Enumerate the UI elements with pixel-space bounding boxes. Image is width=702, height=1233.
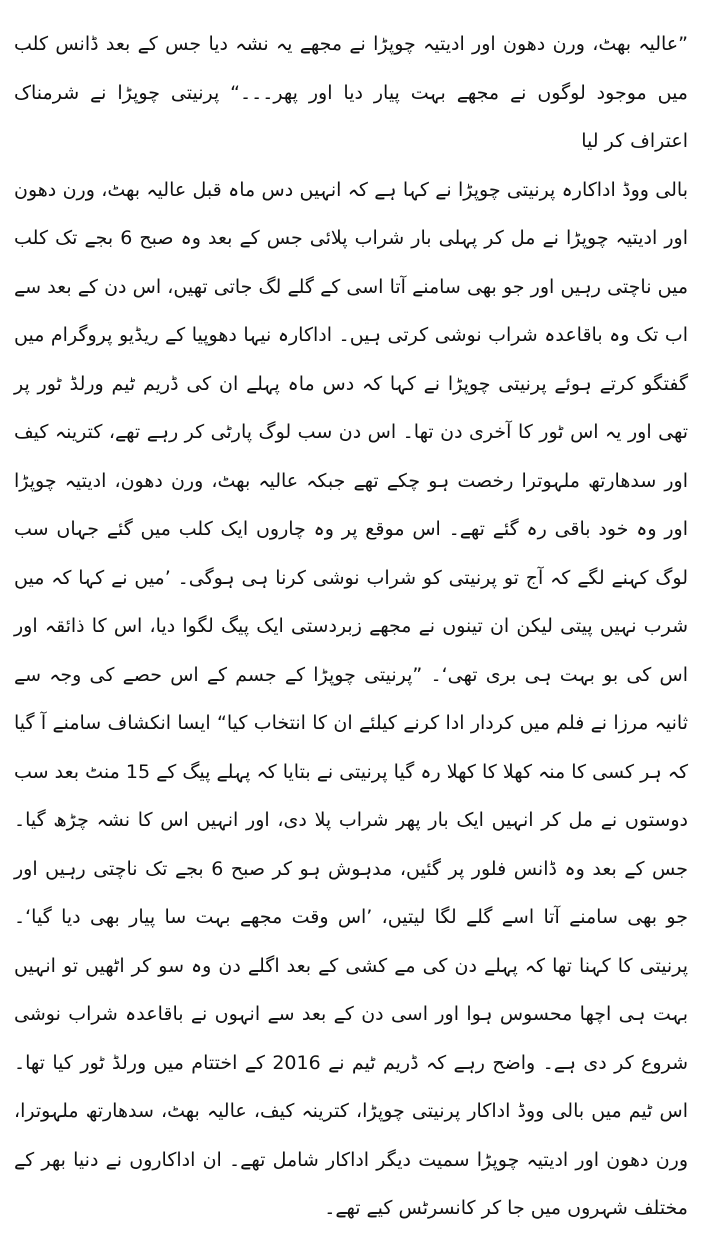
article-headline: ”عالیہ بھٹ، ورن دھون اور ادیتیہ چوپڑا نے مجھے یہ نشہ دیا جس کے بعد ڈانس کلب میں موجود لوگوں نے مجھے بہت پیار دیا اور پھر۔۔۔“ پرنیتی چوپڑا نے شرمناک اعتراف کر لیا: [14, 33, 688, 152]
article-text: بالی ووڈ اداکارہ پرنیتی چوپڑا نے کہا ہے کہ انہیں دس ماہ قبل عالیہ بھٹ، ورن دھون اور ادیتیہ چوپڑا نے مل کر پہلی بار شراب پلائی جس کے بعد وہ صبح 6 بجے تک کلب میں ناچتی رہیں اور جو بھی سامنے آتا اسی کے گلے لگ جاتی تھیں، اس دن کے بعد سے اب تک وہ باقاعدہ شراب نوشی کرتی ہیں۔ اداکارہ نیہا دھوپیا کے ریڈیو پروگرام میں گفتگو کرتے ہوئے پرنیتی چوپڑا نے کہا کہ دس ماہ پہلے ان کی ڈریم ٹیم ورلڈ ٹور پر تھی اور یہ اس ٹور کا آخری دن تھا۔ اس دن سب لوگ پارٹی کر رہے تھے، کترینہ کیف اور سدھارتھ ملہوترا رخصت ہو چکے تھے جبکہ عالیہ بھٹ، ورن دھون، ادیتیہ چوپڑا اور وہ خود باقی رہ گئے تھے۔ اس موقع پر وہ چاروں ایک کلب میں گئے جہاں سب لوگ کہنے لگے کہ آج تو پرنیتی کو شراب نوشی کرنا ہی ہوگی۔ ’میں نے کہا کہ میں شرب نہیں پیتی لیکن ان تینوں نے مجھے زبردستی ایک پیگ لگوا دیا، اس کا ذائقہ اور اس کی بو بہت ہی بری تھی‘۔ ”پرنیتی چوپڑا کے جسم کے اس حصے کی وجہ سے ثانیہ مرزا نے فلم میں کردار ادا کرنے کیلئے ان کا انتخاب کیا“ ایسا انکشاف سامنے آ گیا کہ ہر کسی کا منہ کھلا کا کھلا رہ گیا پرنیتی نے بتایا کہ پہلے پیگ کے 15 منٹ بعد سب دوستوں نے مل کر انہیں ایک بار پھر شراب پلا دی، اور انہیں اس کا نشہ چڑھ گیا۔ جس کے بعد وہ ڈانس فلور پر گئیں، مدہوش ہو کر صبح 6 بجے تک ناچتی رہیں اور جو بھی سامنے آتا اسے گلے لگا لیتیں، ’اس وقت مجھے بہت سا پیار بھی دیا گیا‘۔ پرنیتی کا کہنا تھا کہ پہلے دن کی مے کشی کے بعد اگلے دن وہ سو کر اٹھیں تو انہیں بہت ہی اچھا محسوس ہوا اور اسی دن کے بعد سے انہوں نے باقاعدہ شراب نوشی شروع کر دی ہے۔ واضح رہے کہ ڈریم ٹیم نے 2016 کے اختتام میں ورلڈ ٹور کیا تھا۔ اس ٹیم میں بالی ووڈ اداکار پرنیتی چوپڑا، کترینہ کیف، عالیہ بھٹ، سدھارتھ ملہوترا، ورن دھون اور ادیتیہ چوپڑا سمیت دیگر اداکار شامل تھے۔ ان اداکاروں نے دنیا بھر کے مختلف شہروں میں جا کر کانسرٹس کیے تھے۔: [14, 178, 689, 1219]
article-body: [14, 20, 688, 1233]
